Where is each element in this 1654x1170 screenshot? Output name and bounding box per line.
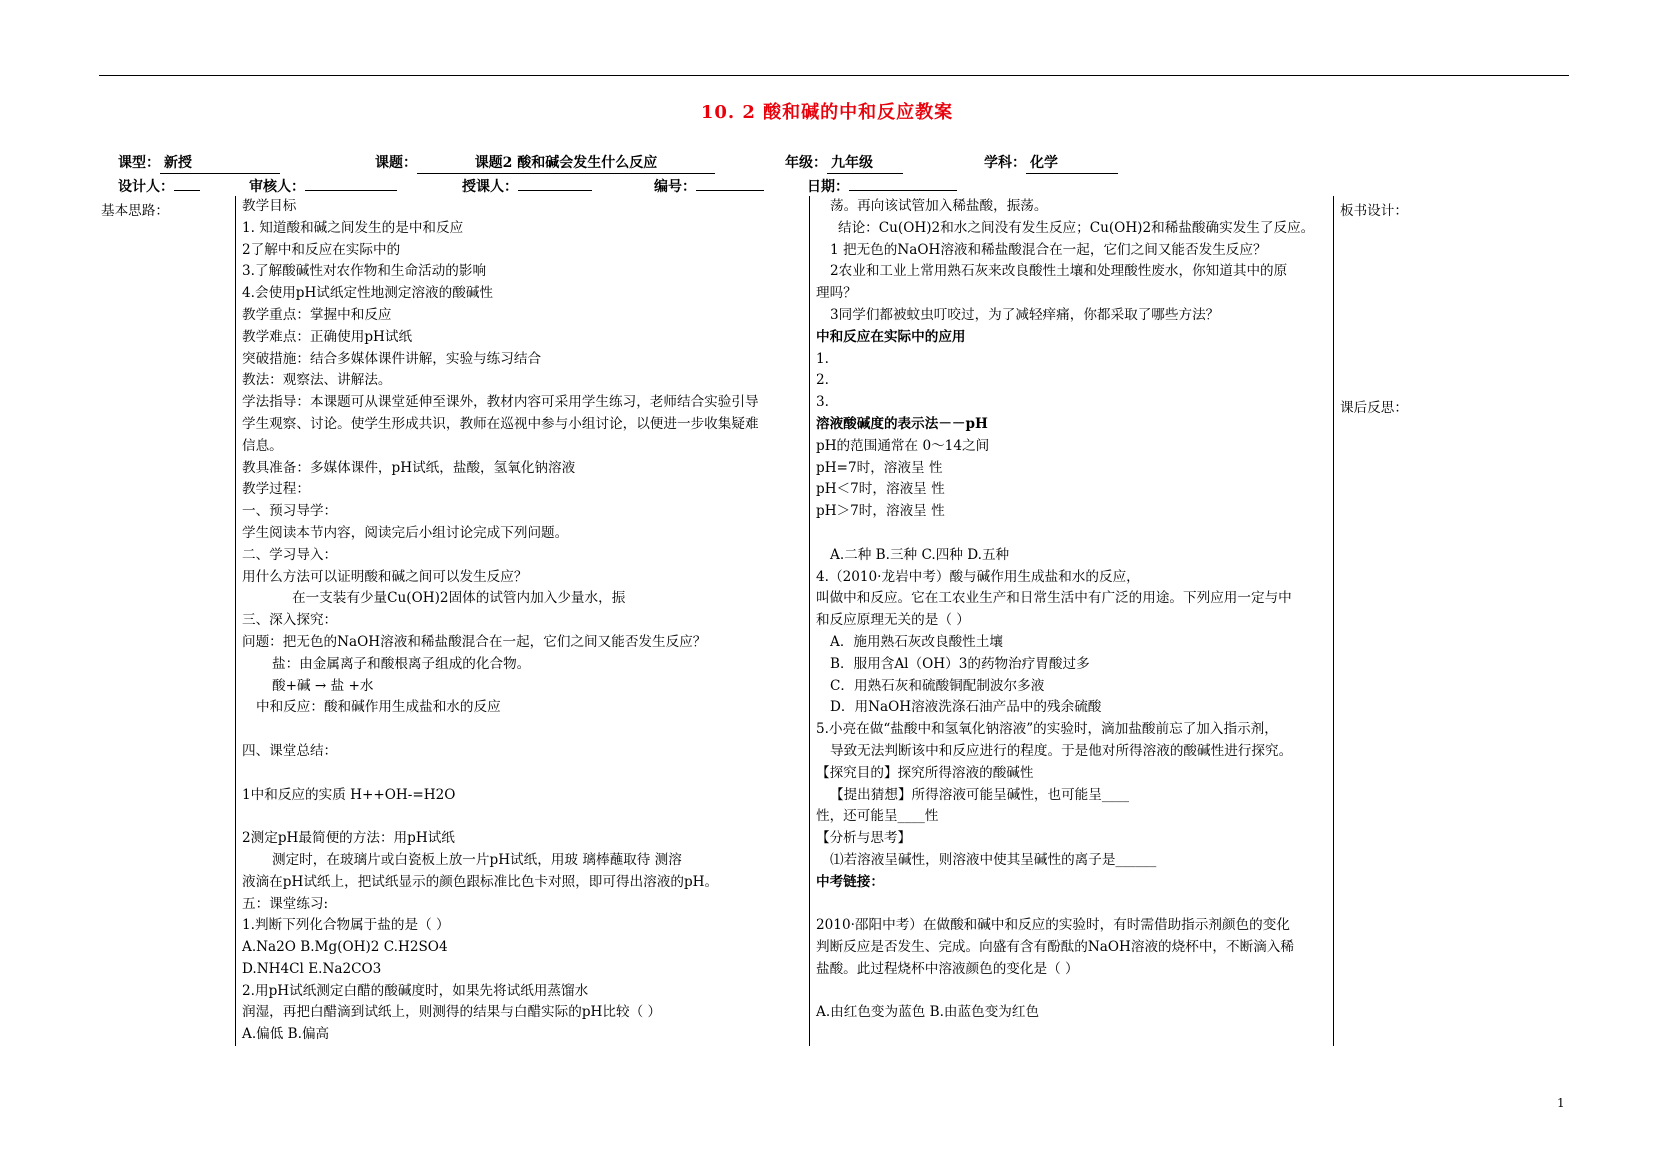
- options: A.由红色变为蓝色 B.由蓝色变为红色: [816, 1004, 1040, 1021]
- options: A.二种 B.三种 C.四种 D.五种: [830, 546, 1010, 563]
- text-line: 理吗？: [816, 285, 857, 302]
- text-line: 【分析与思考】: [816, 830, 912, 847]
- question: 2.用pH试纸测定白醋的酸碱度时，如果先将试纸用蒸馏水: [242, 982, 589, 999]
- text-line: pH＜7时，溶液呈 性: [816, 481, 945, 498]
- option: A．施用熟石灰改良酸性土壤: [830, 633, 1003, 650]
- field-reviewer: [249, 176, 397, 196]
- field-subject: [984, 152, 1118, 174]
- text-line: 教法：观察法、讲解法。: [242, 372, 392, 389]
- option: C．用熟石灰和硫酸铜配制波尔多液: [830, 677, 1045, 694]
- question: 1 把无色的NaOH溶液和稀盐酸混合在一起，它们之间又能否发生反应？: [830, 241, 1267, 258]
- option: B．服用含Al（OH）3的药物治疗胃酸过多: [830, 655, 1090, 672]
- column-divider: [1333, 196, 1334, 1046]
- text-line: 教具准备：多媒体课件，pH试纸，盐酸，氢氧化钠溶液: [242, 459, 576, 476]
- left-column: [242, 196, 807, 1046]
- text-line: 学生观察、讨论。使学生形成共识，教师在巡视中参与小组讨论，以便进一步收集疑难: [242, 415, 759, 432]
- field-date: [807, 176, 957, 196]
- field-number: [654, 176, 764, 196]
- text-line: 荡。再向该试管加入稀盐酸，振荡。: [830, 198, 1048, 214]
- text-line: 学法指导：本课题可从课堂延伸至课外，教材内容可采用学生练习，老师结合实验引导: [242, 394, 759, 411]
- field-label: 课题：: [375, 155, 417, 171]
- text-line: 4.会使用pH试纸定性地测定溶液的酸碱性: [242, 285, 494, 302]
- text-line: 2测定pH最简便的方法：用pH试纸: [242, 830, 455, 847]
- field-value: [174, 189, 200, 191]
- field-label: 课型：: [118, 155, 160, 171]
- blank-line: [242, 806, 807, 828]
- option: D．用NaOH溶液洗涤石油产品中的残余硫酸: [830, 699, 1102, 716]
- field-label: 编号：: [654, 179, 696, 195]
- blank-line: [242, 763, 807, 785]
- text-line: 【提出猜想】所得溶液可能呈碱性，也可能呈____: [830, 786, 1130, 803]
- question: 2农业和工业上常用熟石灰来改良酸性土壤和处理酸性废水，你知道其中的原: [830, 263, 1288, 280]
- question: 5.小亮在做“盐酸中和氢氧化钠溶液”的实验时，滴加盐酸前忘了加入指示剂，: [816, 721, 1278, 738]
- text-line: 判断反应是否发生、完成。向盛有含有酚酞的NaOH溶液的烧杯中，不断滴入稀: [816, 939, 1294, 956]
- field-value: [518, 189, 592, 191]
- text-line: 问题：把无色的NaOH溶液和稀盐酸混合在一起，它们之间又能否发生反应？: [242, 633, 707, 650]
- text-line: 中和反应：酸和碱作用生成盐和水的反应: [256, 699, 501, 716]
- page-title: 10. 2 酸和碱的中和反应教案: [700, 102, 954, 123]
- top-rule: [99, 75, 1569, 76]
- section-heading: 一、预习导学：: [242, 503, 338, 520]
- text-line: 盐：由金属离子和酸根离子组成的化合物。: [272, 655, 531, 672]
- section-heading: 四、课堂总结：: [242, 742, 338, 759]
- text-line: 盐酸。此过程烧杯中溶液颜色的变化是（ ）: [816, 960, 1079, 977]
- question: 润湿，再把白醋滴到试纸上，则测得的结果与白醋实际的pH比较（ ）: [242, 1004, 662, 1021]
- text-line: 1.: [816, 350, 829, 367]
- field-value: 化学: [1026, 152, 1118, 174]
- page-number: 1: [1557, 1096, 1565, 1110]
- section-heading: 五：课堂练习:: [242, 895, 329, 912]
- options: A.偏低 B.偏高: [242, 1026, 330, 1043]
- board-design-label: 板书设计：: [1340, 203, 1408, 219]
- field-grade: [785, 152, 903, 174]
- field-label: 设计人：: [118, 179, 174, 195]
- field-topic: [375, 152, 715, 174]
- field-value: 新授: [160, 152, 280, 174]
- text-line: 【探究目的】探究所得溶液的酸碱性: [816, 764, 1034, 781]
- options: D.NH4Cl E.Na2CO3: [242, 960, 382, 977]
- blank-line: [816, 894, 1331, 916]
- section-heading: 三、深入探究：: [242, 612, 338, 629]
- text-line: 2.: [816, 372, 829, 389]
- text-line: 教学过程：: [242, 481, 310, 498]
- question: 2010·邵阳中考）在做酸和碱中和反应的实验时，有时需借助指示剂颜色的变化: [816, 917, 1290, 934]
- text-line: pH的范围通常在 0～14之间: [816, 437, 990, 454]
- field-label: 审核人：: [249, 179, 305, 195]
- text-line: 在一支装有少量Cu(OH)2固体的试管内加入少量水，振: [292, 590, 626, 607]
- options: A.Na2O B.Mg(OH)2 C.H2SO4: [242, 939, 448, 956]
- question: 1.判断下列化合物属于盐的是（ ）: [242, 917, 450, 934]
- text-line: 测定时，在玻璃片或白瓷板上放一片pH试纸，用玻 璃棒蘸取待 测溶: [272, 851, 682, 868]
- text-line: 信息。: [242, 437, 283, 454]
- question: 3同学们都被蚊虫叮咬过，为了减轻痒痛，你都采取了哪些方法？: [830, 306, 1220, 323]
- text-line: 和反应原理无关的是（ ）: [816, 612, 970, 629]
- field-label: 年级：: [785, 155, 827, 171]
- field-value: [696, 189, 764, 191]
- text-line: 1. 知道酸和碱之间发生的是中和反应: [242, 219, 464, 236]
- blank-line: [816, 981, 1331, 1003]
- text-line: 性，还可能呈____性: [816, 808, 939, 825]
- conclusion: 结论：Cu(OH)2和水之间没有发生反应；Cu(OH)2和稀盐酸确实发生了反应。: [838, 219, 1315, 236]
- section-heading: 中考链接：: [816, 873, 884, 890]
- column-divider: [235, 196, 236, 1046]
- field-lesson-type: [118, 152, 280, 174]
- text-line: pH=7时，溶液呈 性: [816, 459, 943, 476]
- field-label: 学科：: [984, 155, 1026, 171]
- objectives-heading: 教学目标: [242, 198, 297, 214]
- question: 4.（2010·龙岩中考）酸与碱作用生成盐和水的反应，: [816, 568, 1140, 585]
- text-line: 液滴在pH试纸上，把试纸显示的颜色跟标准比色卡对照，即可得出溶液的pH。: [242, 873, 719, 890]
- blank-line: [242, 719, 807, 741]
- field-value: [305, 189, 397, 191]
- reflection-label: 课后反思：: [1340, 400, 1408, 416]
- field-value: 课题2 酸和碱会发生什么反应: [417, 152, 715, 174]
- field-designer: [118, 176, 200, 196]
- field-label: 日期：: [807, 179, 849, 195]
- text-line: 酸+碱 → 盐 +水: [272, 677, 374, 694]
- text-line: 导致无法判断该中和反应进行的程度。于是他对所得溶液的酸碱性进行探究。: [830, 742, 1293, 759]
- section-heading: 中和反应在实际中的应用: [816, 328, 966, 345]
- text-line: 1中和反应的实质 H++OH-=H2O: [242, 786, 456, 803]
- section-heading: 溶液酸碱度的表示法－－pH: [816, 415, 988, 432]
- field-label: 授课人：: [462, 179, 518, 195]
- text-line: 教学重点：掌握中和反应: [242, 306, 392, 323]
- basic-idea-label: 基本思路：: [101, 203, 169, 219]
- right-column: [816, 196, 1331, 1024]
- text-line: pH＞7时，溶液呈 性: [816, 503, 945, 520]
- blank-line: [816, 523, 1331, 545]
- section-heading: 二、学习导入：: [242, 546, 338, 563]
- text-line: ⑴若溶液呈碱性，则溶液中使其呈碱性的离子是______: [830, 851, 1157, 868]
- text-line: 3.了解酸碱性对农作物和生命活动的影响: [242, 263, 487, 280]
- text-line: 2了解中和反应在实际中的: [242, 241, 401, 258]
- text-line: 用什么方法可以证明酸和碱之间可以发生反应？: [242, 568, 528, 585]
- text-line: 学生阅读本节内容，阅读完后小组讨论完成下列问题。: [242, 524, 569, 541]
- field-value: 九年级: [827, 152, 903, 174]
- text-line: 3.: [816, 394, 829, 411]
- field-teacher: [462, 176, 592, 196]
- field-value: [849, 189, 957, 191]
- text-line: 叫做中和反应。它在工农业生产和日常生活中有广泛的用途。下列应用一定与中: [816, 590, 1292, 607]
- column-divider: [809, 196, 810, 1046]
- text-line: 突破措施：结合多媒体课件讲解，实验与练习结合: [242, 350, 542, 367]
- text-line: 教学难点：正确使用pH试纸: [242, 328, 413, 345]
